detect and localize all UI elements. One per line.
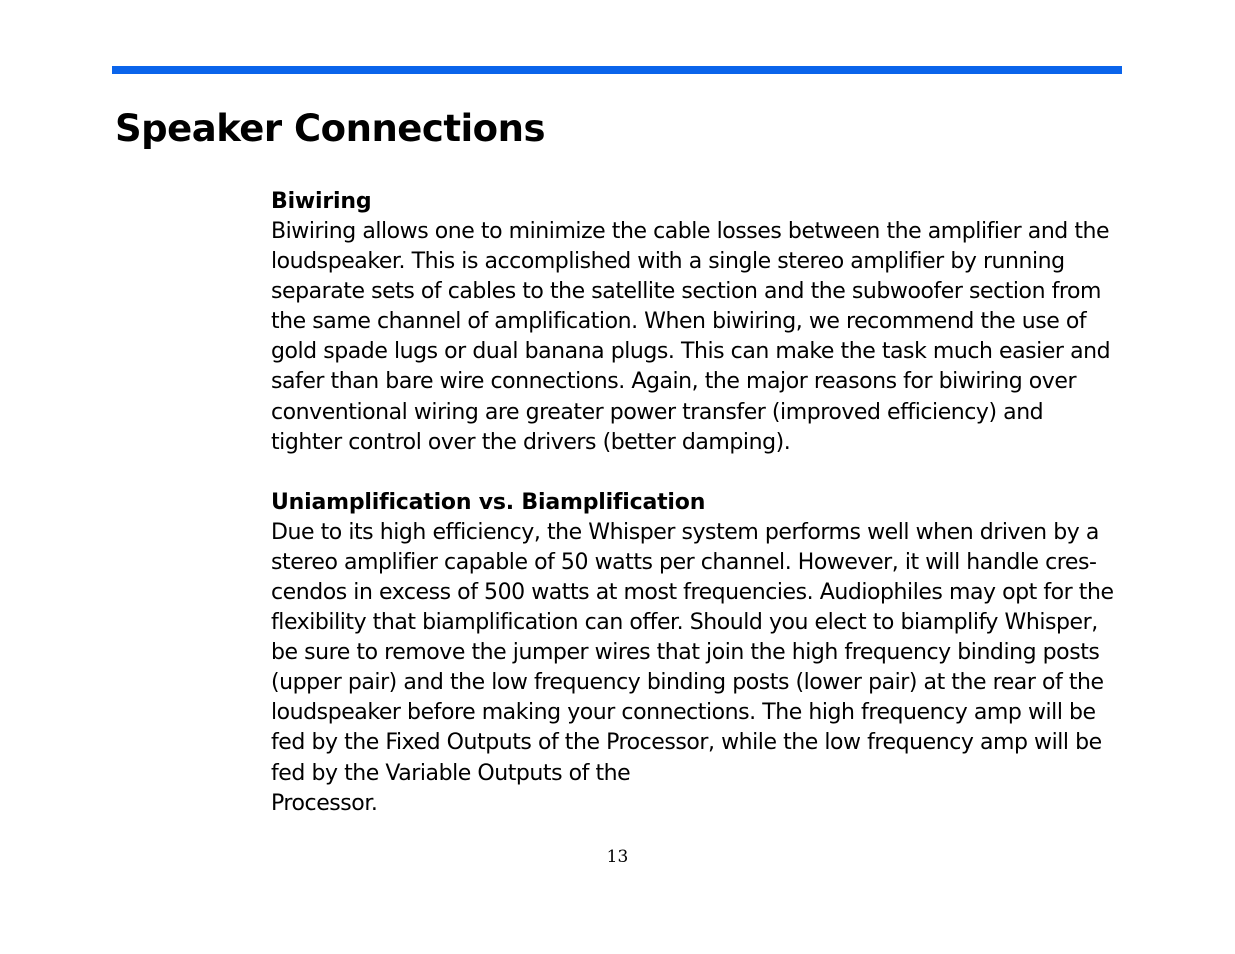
section-heading: Biwiring <box>271 189 372 214</box>
paragraph-line: (upper pair) and the low frequency binding posts (lower pair) at the rear of the <box>271 670 1104 696</box>
paragraph-line: safer than bare wire connections. Again, the major reasons for biwiring over <box>271 369 1077 395</box>
page-number: 13 <box>606 847 629 867</box>
paragraph-line: fed by the Variable Outputs of the <box>271 760 631 786</box>
paragraph-line: tighter control over the drivers (better damping). <box>271 429 791 455</box>
section-heading: Uniamplification vs. Biamplification <box>271 489 706 515</box>
section-paragraph <box>271 217 1151 458</box>
section-biwiring <box>271 187 1151 458</box>
paragraph-line: the same channel of amplification. When biwiring, we recommend the use of <box>271 309 1087 335</box>
paragraph-line: cendos in excess of 500 watts at most frequencies. Audiophiles may opt for the <box>271 579 1114 605</box>
paragraph-line: Biwiring allows one to minimize the cable losses between the amplifier and the <box>271 219 1110 244</box>
paragraph-line: separate sets of cables to the satellite section and the subwoofer section from <box>271 279 1102 305</box>
section-spacer <box>271 458 1151 488</box>
paragraph-line: conventional wiring are greater power transfer (improved efficiency) and <box>271 399 1044 425</box>
paragraph-line: be sure to remove the jumper wires that join the high frequency binding posts <box>271 640 1100 666</box>
paragraph-line: flexibility that biamplification can offer. Should you elect to biamplify Whisper, <box>271 610 1098 636</box>
paragraph-line: gold spade lugs or dual banana plugs. This can make the task much easier and <box>271 339 1111 365</box>
paragraph-line: loudspeaker before making your connections. The high frequency amp will be <box>271 700 1096 726</box>
header-rule <box>112 66 1122 74</box>
section-amplification <box>271 488 1151 819</box>
page-title: Speaker Connections <box>115 107 545 150</box>
paragraph-line: fed by the Fixed Outputs of the Processor, while the low frequency amp will be <box>271 730 1102 756</box>
paragraph-line: stereo amplifier capable of 50 watts per channel. However, it will handle cres- <box>271 549 1097 575</box>
document-body <box>271 187 1151 819</box>
section-paragraph <box>271 518 1151 819</box>
paragraph-line: loudspeaker. This is accomplished with a single stereo amplifier by running <box>271 249 1065 275</box>
paragraph-line: Due to its high efficiency, the Whisper system performs well when driven by a <box>271 519 1099 545</box>
paragraph-line: Processor. <box>271 790 378 816</box>
